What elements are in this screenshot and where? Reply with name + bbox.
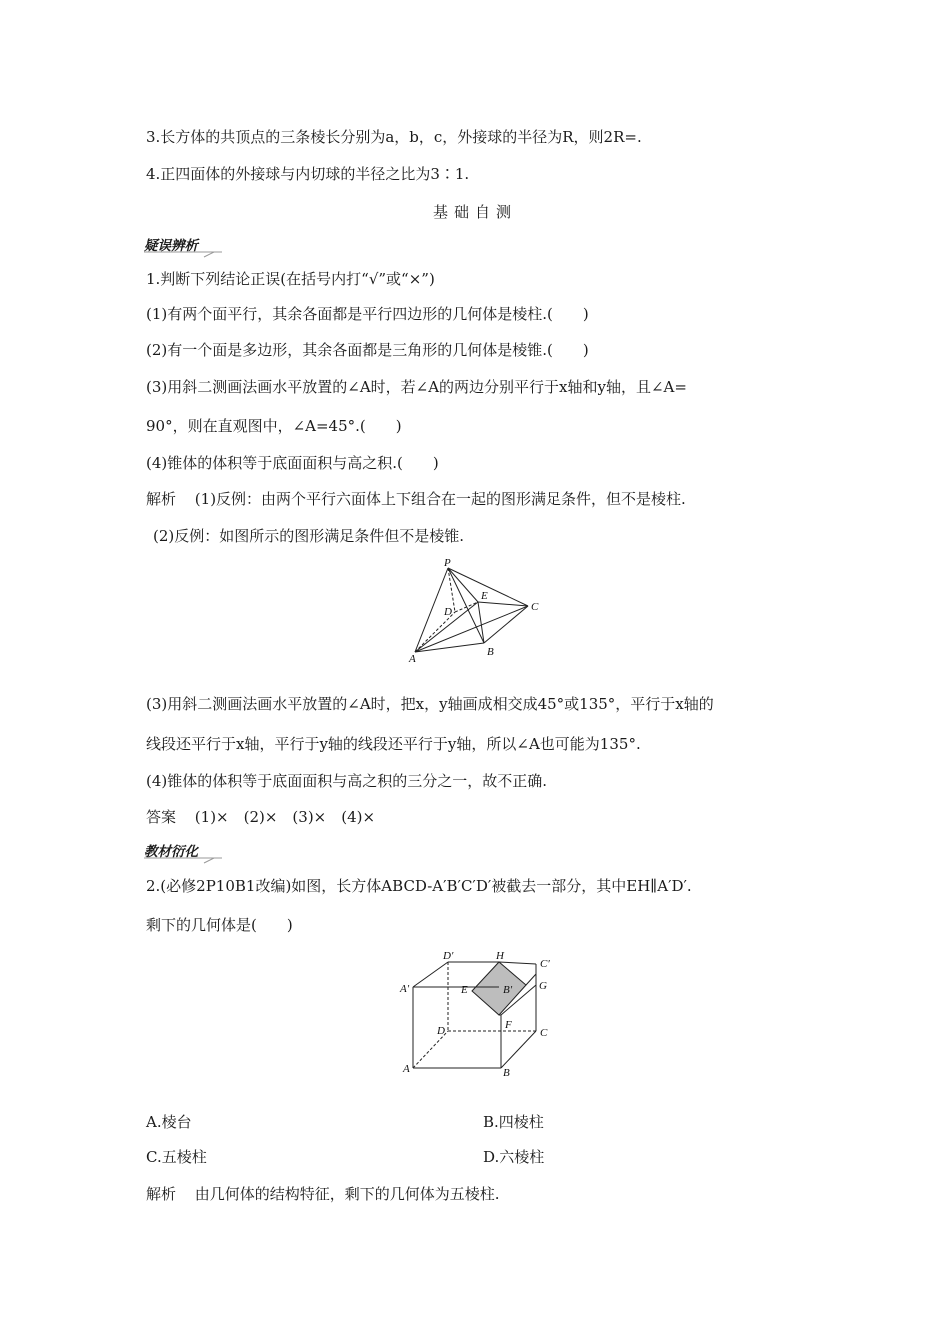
q2-analysis: [146, 1184, 500, 1204]
label-P: P: [444, 557, 451, 569]
label-D: D: [437, 1025, 445, 1037]
option-d: D.六棱柱: [483, 1148, 545, 1166]
figure-pyramid: [405, 556, 545, 666]
answer-text: (1)× (2)× (3)× (4)×: [194, 808, 376, 826]
analysis-text: (1)反例：由两个平行六面体上下组合在一起的图形满足条件，但不是棱柱.: [194, 490, 686, 508]
q1-item-3a: (3)用斜二测画法画水平放置的∠A时，若∠A的两边分别平行于x轴和y轴，且∠A=: [146, 378, 687, 396]
q1-stem: 1.判断下列结论正误(在括号内打“√”或“×”): [146, 270, 435, 288]
analysis-label: 解析: [146, 1185, 177, 1203]
answer-label: 答案: [146, 808, 177, 826]
q1-item-1: (1)有两个面平行，其余各面都是平行四边形的几何体是棱柱.( ): [146, 305, 589, 323]
q1-analysis-2: (2)反例：如图所示的图形满足条件但不是棱锥.: [153, 527, 465, 545]
q1-item-3b: 90°，则在直观图中，∠A=45°.( ): [146, 417, 402, 435]
figure-cuboid: [395, 948, 565, 1083]
q2-stem-2: 剩下的几何体是( ): [146, 916, 293, 934]
intro-line-4: 4.正四面体的外接球与内切球的半径之比为3∶1.: [146, 165, 470, 183]
option-c: C.五棱柱: [146, 1148, 207, 1166]
label-B: B: [503, 1067, 510, 1079]
q2-stem: 2.(必修2P10B1改编)如图，长方体ABCD-A′B′C′D′被截去一部分，其中EH∥A′D′.: [146, 877, 692, 895]
label-A: A: [403, 1063, 410, 1075]
q1-item-4: (4)锥体的体积等于底面面积与高之积.( ): [146, 454, 439, 472]
tag-underline-icon: [144, 857, 224, 865]
q1-analysis-1: [146, 489, 686, 509]
option-b: B.四棱柱: [483, 1113, 544, 1131]
tag-underline-icon: [144, 251, 224, 259]
analysis-text: 由几何体的结构特征，剩下的几何体为五棱柱.: [194, 1185, 500, 1203]
label-E: E: [481, 590, 488, 602]
label-H: H: [496, 950, 504, 962]
label-D: D: [444, 606, 452, 618]
q1-analysis-3a: (3)用斜二测画法画水平放置的∠A时，把x，y轴画成相交成45°或135°，平行于x轴的: [146, 695, 714, 713]
label-F: F: [505, 1019, 512, 1031]
label-B-prime: B′: [503, 984, 513, 996]
label-C-prime: C′: [540, 958, 550, 970]
analysis-label: 解析: [146, 490, 177, 508]
label-C: C: [540, 1027, 548, 1039]
q1-item-2: (2)有一个面是多边形，其余各面都是三角形的几何体是棱锥.( ): [146, 341, 589, 359]
label-B: B: [487, 646, 494, 658]
tag-error-analysis: [144, 234, 198, 258]
intro-line-3: 3.长方体的共顶点的三条棱长分别为a，b，c，外接球的半径为R，则2R=.: [146, 128, 642, 146]
label-G: G: [539, 980, 547, 992]
label-C: C: [531, 601, 539, 613]
q1-analysis-4: (4)锥体的体积等于底面面积与高之积的三分之一，故不正确.: [146, 772, 548, 790]
q1-analysis-3b: 线段还平行于x轴，平行于y轴的线段还平行于y轴，所以∠A也可能为135°.: [146, 735, 641, 753]
q1-answer: [146, 807, 375, 827]
tag-label: 教材衍化: [144, 844, 198, 860]
tag-textbook-derivation: [144, 840, 198, 864]
option-a: A.棱台: [146, 1113, 192, 1131]
tag-label: 疑误辨析: [144, 238, 198, 254]
label-E: E: [461, 984, 468, 996]
label-A-prime: A′: [400, 983, 410, 995]
label-A: A: [409, 653, 416, 665]
section-title: 基础自测: [432, 203, 517, 221]
label-D-prime: D′: [443, 950, 454, 962]
